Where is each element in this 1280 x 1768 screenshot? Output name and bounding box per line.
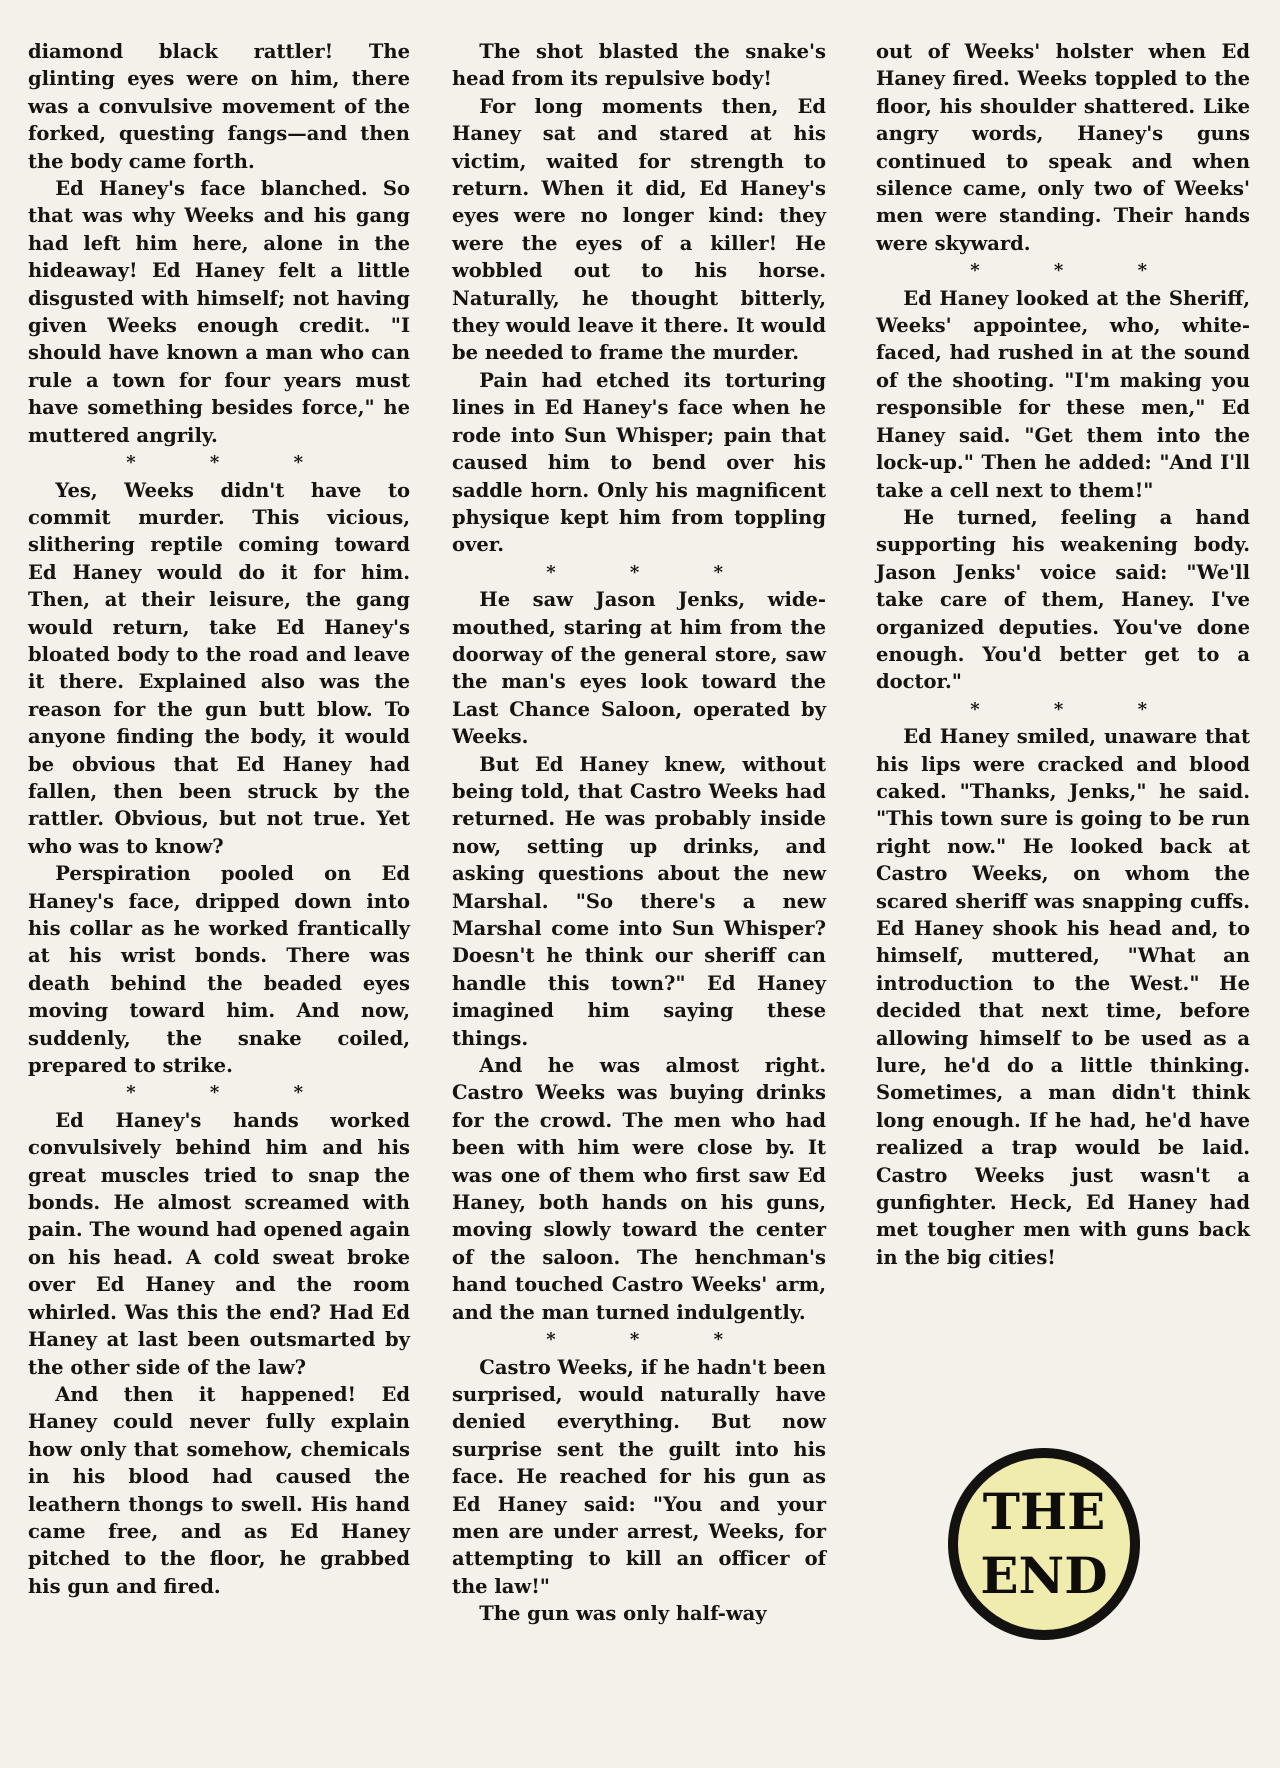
paragraph: Ed Haney smiled, unaware that his lips were cracked and blood caked. "Thanks, Jenks," he said. "This town sure is going to be run right now." He looked back at Castro Weeks, on whom the scared sheriff was snapping cuffs. Ed Haney shook his head and, to himself, muttered, "What an introduction to the West." He decided that next time, before allowing himself to be used as a lure, he'd do a little thinking. Sometimes, a man didn't think long enough. If he had, he'd have realized a trap would be laid. Castro Weeks just wasn't a gunfighter. Heck, Ed Haney had met tougher men with guns back in the big cities! [876,725,1250,1269]
paragraph: out of Weeks' holster when Ed Haney fired. Weeks toppled to the floor, his shoulder shattered. Like angry words, Haney's guns continued to speak and when silence came, only two of Weeks' men were standing. Their hands were skyward. [876,40,1250,255]
paragraph: Ed Haney looked at the Sheriff, Weeks' appointee, who, white-faced, had rushed in at the sound of the shooting. "I'm making you responsible for these men," Ed Haney said. "Get them into the lock-up." Then he added: "And I'll take a cell next to them!" [876,286,1250,502]
paragraph: Yes, Weeks didn't have to commit murder. This vicious, slithering reptile coming toward Ed Haney would do it for him. Then, at their leisure, the gang would return, take Ed Haney's bloated body to the road and leave it there. Explained also was the reason for the gun butt blow. To anyone finding the body, it would be obvious that Ed Haney had fallen, then been struck by the rattler. Obvious, but not true. Yet who was to know? [28,478,410,858]
section-separator: * * * [126,452,337,474]
text-column-2 [452,38,826,1628]
paragraph: The shot blasted the snake's head from its repulsive body! [452,40,826,91]
section-separator: * * * [546,561,757,583]
section-separator: * * * [970,698,1181,720]
the-end-word-1: THE [982,1482,1106,1541]
section-separator: * * * [970,260,1181,282]
paragraph: diamond black rattler! The glinting eyes were on him, there was a convulsive movement of the forked, questing fangs—and then the body came forth. [28,40,410,173]
paragraph: Ed Haney's hands worked convulsively behind him and his great muscles tried to snap the bonds. He almost screamed with pain. The wound had opened again on his head. A cold sweat broke over Ed Haney and the room whirled. Was this the end? Had Ed Haney at last been outsmarted by the other side of the law? [28,1108,410,1379]
paragraph: He turned, feeling a hand supporting his weakening body. Jason Jenks' voice said: "We'll take care of them, Haney. I've organized deputies. You've done enough. You'd better get to a doctor." [876,505,1250,694]
paragraph: And he was almost right. Castro Weeks was buying drinks for the crowd. The men who had been with him were close by. It was one of them who first saw Ed Haney, both hands on his guns, moving slowly toward the center of the saloon. The henchman's hand touched Castro Weeks' arm, and the man turned indulgently. [452,1054,826,1324]
paragraph: He saw Jason Jenks, wide-mouthed, staring at him from the doorway of the general store, saw the man's eyes look toward the Last Chance Saloon, operated by Weeks. [452,588,826,749]
section-separator: * * * [126,1082,337,1104]
the-end-word-2: END [980,1546,1108,1605]
paragraph: Pain had etched its torturing lines in Ed Haney's face when he rode into Sun Whisper; pain that caused him to bend over his saddle horn. Only his magnificent physique kept him from toppling over. [452,368,826,557]
text-column-3 [876,38,1250,1271]
paragraph: And then it happened! Ed Haney could never fully explain how only that somehow, chemicals in his blood had caused the leathern thongs to swell. His hand came free, and as Ed Haney pitched to the floor, he grabbed his gun and fired. [28,1382,410,1598]
paragraph: Ed Haney's face blanched. So that was why Weeks and his gang had left him here, alone in the hideaway! Ed Haney felt a little disgusted with himself; not having given Weeks enough credit. "I should have known a man who can rule a town for four years must have something besides force," he muttered angrily. [28,177,410,447]
paragraph: The gun was only half-way [479,1602,767,1626]
the-end-emblem-inner [958,1458,1130,1630]
section-separator: * * * [546,1329,757,1351]
paragraph: For long moments then, Ed Haney sat and stared at his victim, waited for strength to return. When it did, Ed Haney's eyes were no longer kind: they were the eyes of a killer! He wobbled out to his horse. Naturally, he thought bitterly, they would leave it there. It would be needed to frame the murder. [452,94,826,365]
text-column-1 [28,38,410,1600]
paragraph: Castro Weeks, if he hadn't been surprised, would naturally have denied everything. But now surprise sent the guilt into his face. He reached for his gun as Ed Haney said: "You and your men are under arrest, Weeks, for attempting to kill an officer of the law!" [452,1355,826,1598]
paragraph: Perspiration pooled on Ed Haney's face, dripped down into his collar as he worked frantically at his wrist bonds. There was death behind the beaded eyes moving toward him. And now, suddenly, the snake coiled, prepared to strike. [28,862,410,1078]
paragraph: But Ed Haney knew, without being told, that Castro Weeks had returned. He was probably inside now, setting up drinks, and asking questions about the new Marshal. "So there's a new Marshal come into Sun Whisper? Doesn't he think our sheriff can handle this town?" Ed Haney imagined him saying these things. [452,752,826,1050]
the-end-emblem [948,1448,1140,1640]
